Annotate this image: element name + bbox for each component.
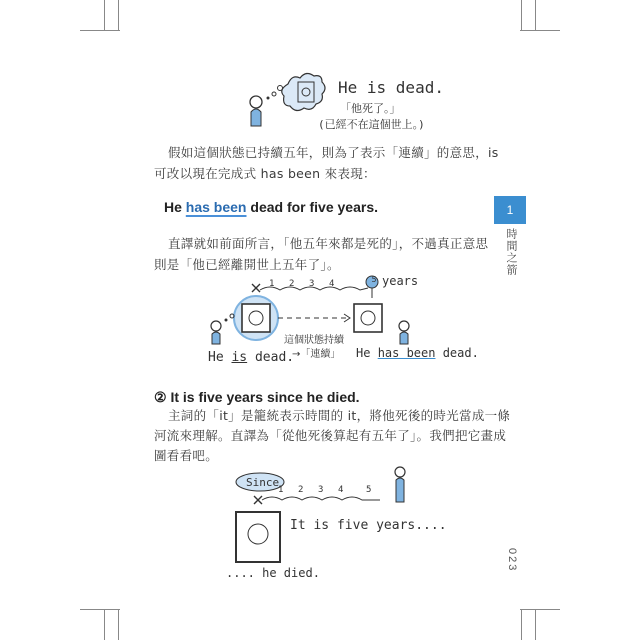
example-1-before: He <box>164 199 186 215</box>
chapter-title: 時間之箭 <box>505 228 518 276</box>
crop-mark <box>80 30 120 31</box>
paragraph-1-line-2: 可改以現在完成式 has been 來表現： <box>154 166 376 181</box>
diagram-1-years-badge: 5 <box>371 275 377 284</box>
diagram-1-caption-1: 這個狀態持續 <box>284 335 344 346</box>
diagram-1-left-label <box>208 350 294 365</box>
paragraph-1-line-1: 假如這個狀態已持續五年，則為了表示「連續」的意思，is <box>168 145 499 160</box>
paragraph-3-line-2: 河流來理解。直譯為「從他死後算起有五年了」。我們把它畫成 <box>154 428 507 443</box>
crop-mark <box>104 0 105 30</box>
diagram-2-since: Since <box>246 476 280 489</box>
crop-mark <box>521 610 522 640</box>
paragraph-2-line-1: 直譯就如前面所言，「他五年來都是死的」，不過真正意思 <box>168 236 489 251</box>
diagram-2-tick-2: 2 <box>298 485 304 495</box>
diagram-2-tick-5: 5 <box>366 485 372 495</box>
diagram-1-tick-1: 1 <box>269 279 275 289</box>
crop-mark <box>520 609 560 610</box>
crop-mark <box>535 610 536 640</box>
diagram-1-caption-2: →「連續」 <box>292 349 341 360</box>
section-2-number: ② <box>154 389 167 405</box>
left-label-pre: He <box>208 350 232 365</box>
diagram-2-tick-4: 4 <box>338 485 344 495</box>
speech-note: (已經不在這個世上。) <box>318 118 425 131</box>
paragraph-3-line-1: 主詞的「it」是籠統表示時間的 it，將他死後的時光當成一條 <box>168 408 511 423</box>
diagram-2-tick-3: 3 <box>318 485 324 495</box>
crop-mark <box>80 609 120 610</box>
diagram-2-right-text: It is five years.... <box>290 518 447 533</box>
diagram-2-bottom-text: .... he died. <box>226 566 320 580</box>
speech-quote: 「他死了。」 <box>340 102 401 115</box>
section-2-heading <box>154 389 360 406</box>
diagram-1-tick-4: 4 <box>329 279 335 289</box>
paragraph-2-line-2: 則是「他已經離開世上五年了」。 <box>154 257 340 272</box>
crop-mark <box>104 610 105 640</box>
right-label-pre: He <box>356 346 378 360</box>
speech-he-is-dead: He is dead. <box>338 78 444 97</box>
left-label-post: dead. <box>247 350 295 365</box>
crop-mark <box>118 610 119 640</box>
diagram-1-years-label: years <box>382 274 419 288</box>
right-label-post: dead. <box>435 346 479 360</box>
diagram-2-tick-1: 1 <box>278 485 284 495</box>
diagram-1-right-label <box>356 346 479 360</box>
left-label-is: is <box>231 350 248 365</box>
example-1-after: dead for five years. <box>246 199 379 215</box>
example-sentence-1 <box>164 199 378 215</box>
right-label-hl: has been <box>377 346 436 360</box>
crop-mark <box>535 0 536 30</box>
example-1-highlight: has been <box>185 199 247 215</box>
section-2-heading-text: It is five years since he died. <box>166 389 360 405</box>
crop-mark <box>520 30 560 31</box>
crop-mark <box>521 0 522 30</box>
paragraph-3-line-3: 圖看看吧。 <box>154 448 219 463</box>
chapter-tab: 1 <box>494 196 526 224</box>
diagram-1-tick-3: 3 <box>309 279 315 289</box>
crop-mark <box>118 0 119 30</box>
page-number: 023 <box>506 548 518 573</box>
diagram-1-tick-2: 2 <box>289 279 295 289</box>
